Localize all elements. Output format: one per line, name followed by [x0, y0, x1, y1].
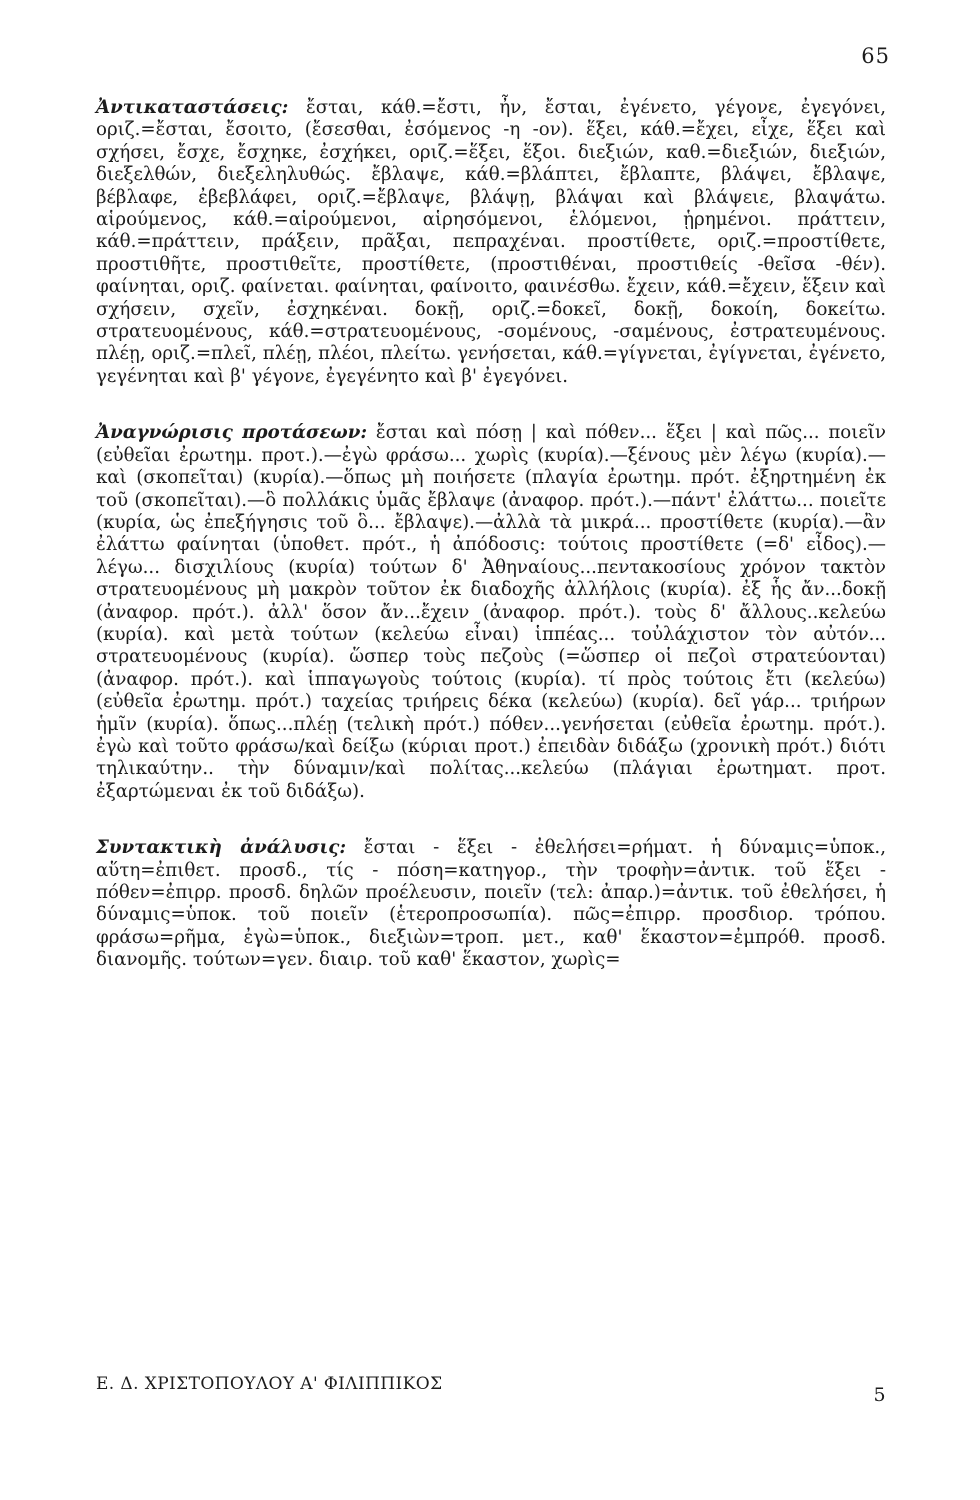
paragraph-clause-recognition: [96, 422, 886, 803]
page-footer: [96, 1372, 886, 1406]
paragraph-text: ἔσται, κάθ.=ἔστι, ἦν, ἔσται, ἐγένετο, γέγονε, ἐγεγόνει, οριζ.=ἔσται, ἔσοιτο, (ἔσεσθαι, ἐσόμενος -η -ον). ἕξει, κάθ.=ἔχει, εἶχε, ἕξει καὶ σχήσει, ἔσχε, ἔσχηκε, ἐσχήκει, οριζ.=ἕξει, ἕξοι. διεξιών, καθ.=διεξιών, διεξιών, διεξελθών, διεξεληλυθώς. ἔβλαψε, κάθ.=βλάπτει, ἔβλαπτε, βλάψει, ἔβλαψε, βέβλαφε, ἐβεβλάφει, οριζ.=ἔβλαψε, βλάψῃ, βλάψαι καὶ βλάψειε, βλαψάτω. αἱρούμενος, κάθ.=αἱρούμενοι, αἱρησόμενοι, ἑλόμενοι, ᾑρημένοι. πράττειν, κάθ.=πράττειν, πράξειν, πρᾶξαι, πεπραχέναι. προστίθετε, οριζ.=προστίθετε, προστιθῆτε, προστιθεῖτε, προστίθετε, (προστιθέναι, προστιθείς -θεῖσα -θέν). φαίνηται, οριζ. φαίνεται. φαίνηται, φαίνοιτο, φαινέσθω. ἔχειν, κάθ.=ἔχειν, ἕξειν καὶ σχήσειν, σχεῖν, ἐσχηκέναι. δοκῇ, οριζ.=δοκεῖ, δοκῇ, δοκοίη, δοκείτω. στρατευομένους, κάθ.=στρατευομένους, -σομένους, -σαμένους, ἐστρατευμένους. πλέῃ, οριζ.=πλεῖ, πλέῃ, πλέοι, πλείτω. γενήσεται, κάθ.=γίγνεται, ἐγίγνεται, ἐγένετο, γεγένηται καὶ β' γέγονε, ἐγεγένητο καὶ β' ἐγεγόνει.: [96, 97, 886, 387]
paragraph-heading: Ἀναγνώρισις προτάσεων:: [96, 422, 368, 444]
page-number: 65: [861, 44, 890, 68]
paragraph-syntax-analysis: [96, 837, 886, 971]
paragraph-substitutions: [96, 97, 886, 388]
footer-publication: Ε. Δ. ΧΡΙΣΤΟΠΟΥΛΟΥ Α' ΦΙΛΙΠΠΙΚΟΣ: [96, 1374, 443, 1394]
paragraph-text: ἔσται καὶ πόσῃ | καὶ πόθεν... ἕξει | καὶ πῶς... ποιεῖν (εὐθεῖαι ἐρωτημ. προτ.).—ἐγὼ φράσω... χωρὶς (κυρία).—ξένους μὲν λέγω (κυρία).—καὶ (σκοπεῖται) (κυρία).—ὅπως μὴ ποιήσετε (πλαγία ἐρωτημ. πρότ. ἐξηρτημένη ἐκ τοῦ (σκοπεῖται).—ὃ πολλάκις ὑμᾶς ἔβλαψε (ἀναφορ. πρότ.).—πάντ' ἐλάττω... ποιεῖτε (κυρία, ὡς ἐπεξήγησις τοῦ ὃ... ἔβλαψε).—ἀλλὰ τὰ μικρά... προστίθετε (κυρία).—ἂν ἐλάττω φαίνηται (ὑποθετ. πρότ., ἡ ἀπόδοσις: τούτοις προστίθετε (=δ' εἶδος).—λέγω... δισχιλίους (κυρία) τούτων δ' Ἀθηναίους...πεντακοσίους χρόνον τακτὸν στρατευομένους μὴ μακρὸν τοῦτον ἐκ διαδοχῆς ἀλλήλοις (κυρία). ἐξ ἧς ἄν...δοκῇ (ἀναφορ. πρότ.). ἀλλ' ὅσον ἄν...ἔχειν (ἀναφορ. πρότ.). τοὺς δ' ἄλλους..κελεύω (κυρία). καὶ μετὰ τούτων (κελεύω εἶναι) ἱππέας... τοὐλάχιστον τὸν αὐτόν... στρατευομένους (κυρία). ὥσπερ τοὺς πεζοὺς (=ὥσπερ οἱ πεζοὶ στρατεύονται) (ἀναφορ. πρότ.). καὶ ἱππαγωγοὺς τούτοις (κυρία). τί πρὸς τούτοις ἔτι (κελεύω) (εὐθεῖα ἐρωτημ. πρότ.) ταχείας τριήρεις δέκα (κελεύω) (κυρία). δεῖ γάρ... τριήρων ἡμῖν (κυρία). ὅπως...πλέῃ (τελικὴ πρότ.) πόθεν...γενήσεται (εὐθεῖα ἐρωτημ. πρότ.). ἐγὼ καὶ τοῦτο φράσω/καὶ δείξω (κύριαι προτ.) ἐπειδὰν διδάξω (χρονικὴ πρότ.) διότι τηλικαύτην.. τὴν δύναμιν/καὶ πολίτας...κελεύω (πλάγιαι ἐρωτηματ. προτ. ἐξαρτώμεναι ἐκ τοῦ διδάξω).: [96, 422, 886, 802]
paragraph-text: ἔσται - ἕξει - ἐθελήσει=ρήματ. ἡ δύναμις=ὑποκ., αὕτη=ἐπιθετ. προσδ., τίς - πόση=κατηγορ., τὴν τροφὴν=ἀντικ. τοῦ ἕξει - πόθεν=ἐπιρρ. προσδ. δηλῶν προέλευσιν, ποιεῖν (τελ: ἀπαρ.)=ἀντικ. τοῦ ἐθελήσει, ἡ δύναμις=ὑποκ. τοῦ ποιεῖν (ἑτεροπροσωπία). πῶς=ἐπιρρ. προσδιορ. τρόπου. φράσω=ρῆμα, ἐγὼ=ὑποκ., διεξιὼν=τροπ. μετ., καθ' ἕκαστον=ἐμπρόθ. προσδ. διανομῆς. τούτων=γεν. διαιρ. τοῦ καθ' ἕκαστον, χωρὶς=: [96, 837, 886, 971]
page-body: [96, 97, 886, 972]
paragraph-heading: Συντακτικὴ ἀνάλυσις:: [96, 837, 347, 859]
paragraph-heading: Ἀντικαταστάσεις:: [96, 97, 289, 118]
signature-mark: 5: [873, 1384, 886, 1406]
